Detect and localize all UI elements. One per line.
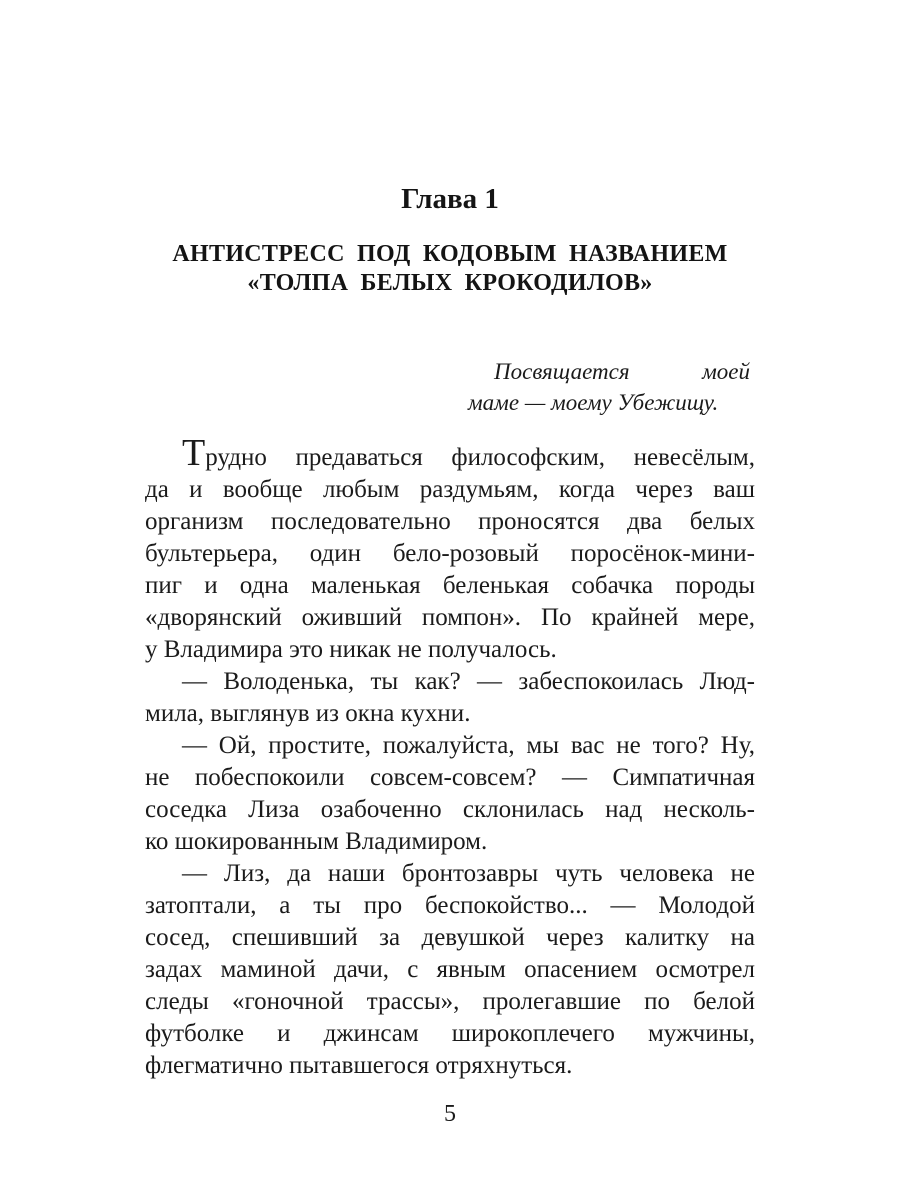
text-line: затоптали, а ты про беспокойство... — Молодой: [145, 892, 755, 919]
text-line: бультерьера, один бело-розовый поросёнок-мини-: [145, 540, 755, 567]
text-line: следы «гоночной трассы», пролегавшие по белой: [145, 988, 755, 1015]
text-line: пиг и одна маленькая беленькая собачка породы: [145, 572, 755, 599]
chapter-title-line-1: АНТИСТРЕСС ПОД КОДОВЫМ НАЗВАНИЕМ: [172, 241, 728, 267]
text-line: да и вообще любым раздумьям, когда через ваш: [145, 476, 755, 503]
dedication: [468, 356, 750, 418]
chapter-title-line-2: «ТОЛПА БЕЛЫХ КРОКОДИЛОВ»: [247, 270, 653, 296]
text-line: соседка Лиза озабоченно склонилась над несколь-: [145, 796, 755, 823]
page-number: 5: [444, 1101, 456, 1127]
text-line: ко шокированным Владимиром.: [145, 828, 488, 855]
text-line: «дворянский оживший помпон». По крайней мере,: [145, 604, 755, 631]
text-line: организм последовательно проносятся два белых: [145, 508, 755, 535]
text-line: — Володенька, ты как? — забеспокоилась Люд-: [182, 668, 755, 695]
text-line: задах маминой дачи, с явным опасением осмотрел: [145, 956, 755, 983]
text-line: у Владимира это никак не получалось.: [145, 636, 557, 663]
dedication-line-2: маме — моему Убежищу.: [468, 390, 719, 415]
text-line: не побеспокоили совсем-совсем? — Симпатичная: [145, 764, 755, 791]
chapter-label: Глава 1: [401, 183, 499, 215]
text-line: Трудно предаваться философским, невесёлым,: [182, 432, 755, 474]
dedication-line-1: [468, 356, 750, 387]
chapter-title: [0, 240, 900, 298]
dedication-word-end: моей: [702, 359, 750, 384]
body-text: [145, 432, 755, 1082]
text-line: сосед, спешивший за девушкой через калитку на: [145, 924, 755, 951]
initial-capital: Т: [182, 432, 206, 474]
text-line: — Лиз, да наши бронтозавры чуть человека не: [182, 860, 755, 887]
dedication-word-start: Посвящается: [494, 359, 630, 384]
text-line: флегматично пытавшегося отряхнуться.: [145, 1052, 573, 1079]
text-line: мила, выглянув из окна кухни.: [145, 700, 471, 727]
text-line: — Ой, простите, пожалуйста, мы вас не того? Ну,: [182, 732, 755, 759]
text-line: футболке и джинсам широкоплечего мужчины,: [145, 1020, 755, 1047]
